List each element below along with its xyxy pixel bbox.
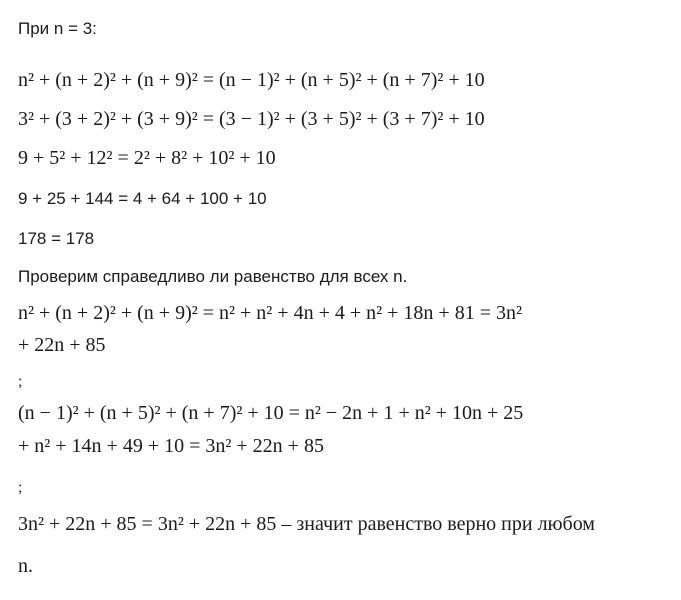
separator-semicolon xyxy=(18,374,22,390)
separator-semicolon-text: ; xyxy=(18,479,23,496)
equation-result-text: 178 = 178 xyxy=(18,229,95,248)
conclusion-text: 3n² + 22n + 85 = 3n² + 22n + 85 – значит равенство верно при любом xyxy=(18,513,595,535)
left-side-expansion-continued xyxy=(18,335,106,355)
equation-computed xyxy=(18,190,267,207)
equation-computed-text: 9 + 25 + 144 = 4 + 64 + 100 + 10 xyxy=(18,189,267,208)
conclusion-variable-text: n. xyxy=(18,555,33,577)
equation-general-text: n² + (n + 2)² + (n + 9)² = (n − 1)² + (n + 5)² + (n + 7)² + 10 xyxy=(18,69,485,91)
conclusion-variable xyxy=(18,556,33,576)
case-header xyxy=(18,20,97,37)
equation-simplified xyxy=(18,148,276,168)
right-side-expansion-text: (n − 1)² + (n + 5)² + (n + 7)² + 10 = n² − 2n + 1 + n² + 10n + 25 xyxy=(18,402,524,424)
equation-result xyxy=(18,230,94,247)
right-side-expansion-continued-text: + n² + 14n + 49 + 10 = 3n² + 22n + 85 xyxy=(18,435,324,457)
case-header-text: При n = 3: xyxy=(18,19,97,38)
left-side-expansion-continued-text: + 22n + 85 xyxy=(18,334,106,356)
separator-semicolon-text: ; xyxy=(18,373,23,390)
right-side-expansion xyxy=(18,403,523,423)
check-statement xyxy=(18,268,407,285)
left-side-expansion xyxy=(18,303,522,323)
check-statement-text: Проверим справедливо ли равенство для всех n. xyxy=(18,267,408,286)
equation-substituted-text: 3² + (3 + 2)² + (3 + 9)² = (3 − 1)² + (3 + 5)² + (3 + 7)² + 10 xyxy=(18,108,485,130)
conclusion xyxy=(18,514,595,534)
equation-substituted xyxy=(18,109,485,129)
separator-semicolon xyxy=(18,480,22,496)
right-side-expansion-continued xyxy=(18,436,324,456)
equation-simplified-text: 9 + 5² + 12² = 2² + 8² + 10² + 10 xyxy=(18,147,276,169)
equation-general xyxy=(18,70,485,90)
left-side-expansion-text: n² + (n + 2)² + (n + 9)² = n² + n² + 4n + 4 + n² + 18n + 81 = 3n² xyxy=(18,302,522,324)
